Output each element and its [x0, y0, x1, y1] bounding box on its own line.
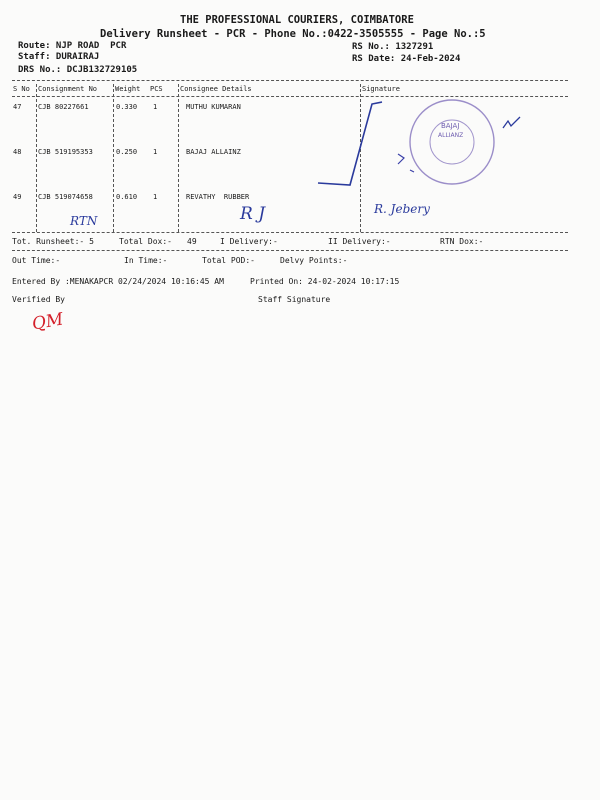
verifier-initials: QM — [30, 309, 65, 335]
delvy-points: Delvy Points:- — [280, 256, 348, 265]
stamp-text-line2: ALLIANZ — [438, 132, 464, 139]
row-weight: 0.250 — [116, 148, 138, 156]
rtn-dox: RTN Dox:- — [440, 237, 484, 246]
col-header-pcs: PCS — [150, 85, 163, 93]
in-time: In Time:- — [124, 256, 168, 265]
tot-runsheet: Tot. Runsheet:- 5 — [12, 237, 94, 246]
company-name: THE PROFESSIONAL COURIERS, COIMBATORE — [180, 14, 414, 26]
row-consignee: MUTHU KUMARAN — [186, 103, 241, 111]
rj-handwriting: R J — [240, 204, 266, 224]
total-dox-label: Total Dox:- — [119, 237, 172, 246]
row-sno: 48 — [13, 148, 22, 156]
row-consignee: BAJAJ ALLAINZ — [186, 148, 241, 156]
row-pcs: 1 — [153, 103, 158, 111]
row-weight: 0.610 — [116, 193, 138, 201]
printed-on: Printed On: 24-02-2024 10:17:15 — [250, 277, 400, 286]
total-pod: Total POD:- — [202, 256, 255, 265]
staff-signature-label: Staff Signature — [258, 295, 331, 304]
signature-stroke — [318, 102, 382, 185]
runsheet-title: Delivery Runsheet - PCR - Phone No.:0422-3505555 - Page No.:5 — [100, 28, 486, 40]
i-delivery: I Delivery:- — [220, 237, 278, 246]
rs-date: RS Date: 24-Feb-2024 — [352, 54, 461, 64]
summary-rule — [12, 250, 568, 251]
rtn-handwriting: RTN — [70, 214, 98, 228]
route-text: Route: NJP ROAD PCR — [18, 41, 127, 51]
row-consignee: REVATHY RUBBER — [186, 193, 250, 201]
row-sno: 49 — [13, 193, 22, 201]
row-weight: 0.330 — [116, 103, 138, 111]
col-header-weight: Weight — [115, 85, 141, 93]
out-time: Out Time:- — [12, 256, 61, 265]
rs-number: RS No.: 1327291 — [352, 42, 434, 52]
receiver-signature: R. Jebery — [374, 202, 430, 216]
col-header-consignee: Consignee Details — [180, 85, 252, 93]
staff-text: Staff: DURAIRAJ — [18, 52, 100, 62]
row-consignment: CJB 519195353 — [38, 148, 93, 156]
tick-mark — [503, 117, 520, 128]
col-header-sno: S No — [13, 85, 30, 93]
scribble-mark — [398, 154, 414, 172]
row-pcs: 1 — [153, 148, 158, 156]
row-sno: 47 — [13, 103, 22, 111]
total-dox-value: 49 — [187, 237, 197, 246]
ii-delivery: II Delivery:- — [328, 237, 391, 246]
row-consignment: CJB 519074658 — [38, 193, 93, 201]
drs-number: DRS No.: DCJB132729105 — [18, 65, 138, 75]
col-header-signature: Signature — [362, 85, 400, 93]
row-consignment: CJB 80227661 — [38, 103, 89, 111]
entered-by: Entered By :MENAKAPCR 02/24/2024 10:16:45 AM — [12, 277, 224, 286]
stamp-ring — [410, 100, 494, 184]
verified-by-label: Verified By — [12, 295, 65, 304]
row-pcs: 1 — [153, 193, 158, 201]
col-header-consignment: Consignment No — [38, 85, 98, 93]
stamp-text-line1: BAJAJ — [441, 122, 460, 130]
